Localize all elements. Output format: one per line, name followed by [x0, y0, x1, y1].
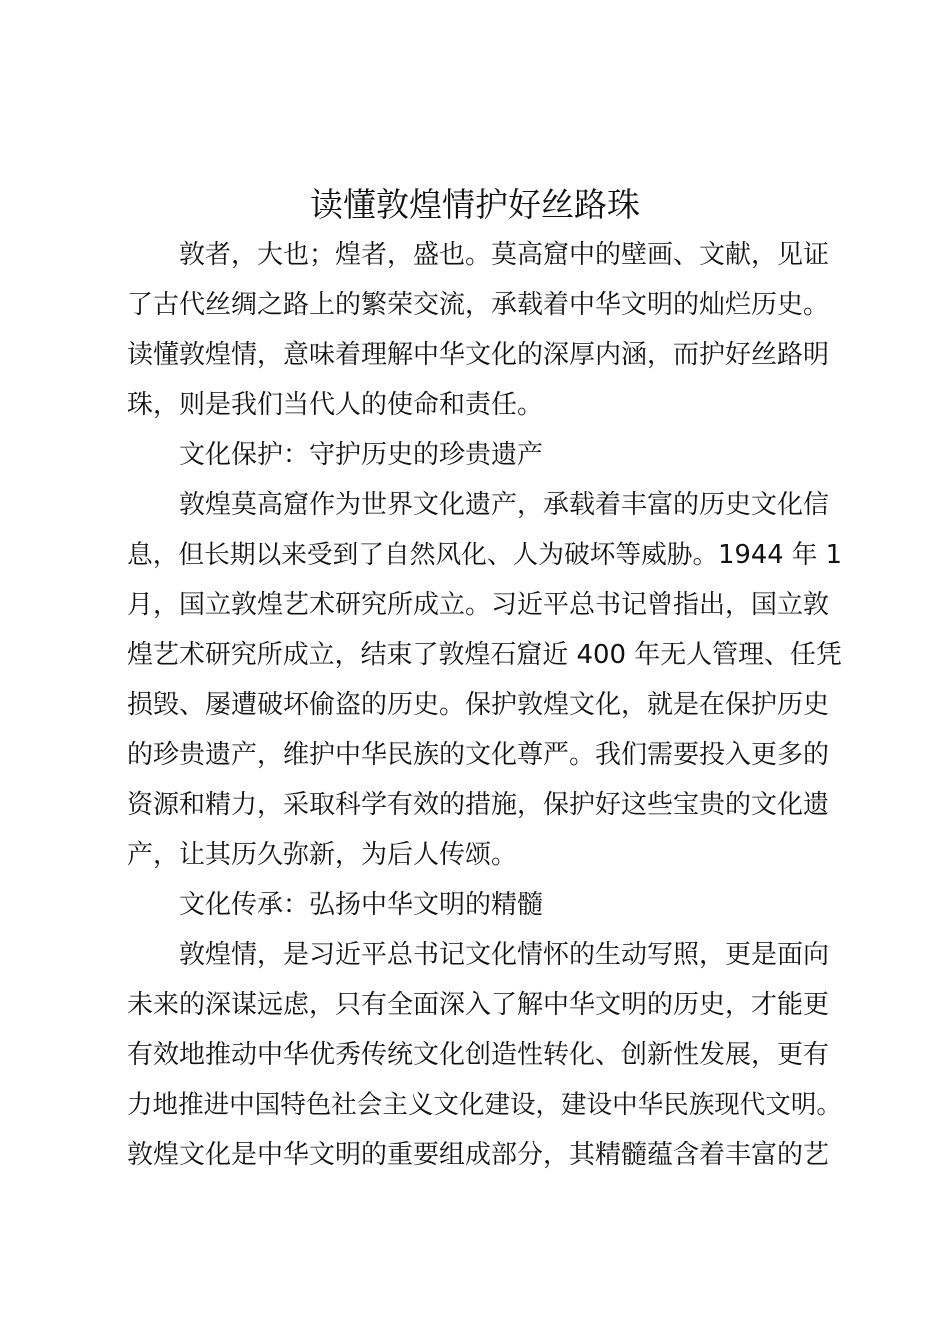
paragraph-line-intro-2: 了古代丝绸之路上的繁荣交流，承载着中华文明的灿烂历史。 — [127, 290, 830, 320]
section-heading-protection: 文化保护：守护历史的珍贵遗产 — [179, 440, 544, 470]
paragraph-line-protection-8: 产，让其历久弥新，为后人传颂。 — [127, 840, 518, 870]
paragraph-line-protection-3: 月，国立敦煌艺术研究所成立。习近平总书记曾指出，国立敦 — [127, 590, 830, 620]
document-title: 读懂敦煌情护好丝路珠 — [310, 185, 640, 224]
paragraph-line-protection-1: 敦煌莫高窟作为世界文化遗产，承载着丰富的历史文化信 — [179, 490, 830, 520]
paragraph-line-intro-3: 读懂敦煌情，意味着理解中华文化的深厚内涵，而护好丝路明 — [127, 340, 830, 370]
paragraph-line-protection-2: 息，但长期以来受到了自然风化、人为破坏等威胁。1944 年 1 — [127, 540, 842, 570]
paragraph-line-inheritance-4: 力地推进中国特色社会主义文化建设，建设中华民族现代文明。 — [127, 1090, 842, 1120]
paragraph-line-protection-6: 的珍贵遗产，维护中华民族的文化尊严。我们需要投入更多的 — [127, 740, 830, 770]
paragraph-line-protection-5: 损毁、屡遭破坏偷盗的历史。保护敦煌文化，就是在保护历史 — [127, 690, 830, 720]
paragraph-line-inheritance-2: 未来的深谋远虑，只有全面深入了解中华文明的历史，才能更 — [127, 990, 830, 1020]
paragraph-line-protection-7: 资源和精力，采取科学有效的措施，保护好这些宝贵的文化遗 — [127, 790, 830, 820]
paragraph-line-intro-1: 敦者，大也；煌者，盛也。莫高窟中的壁画、文献，见证 — [179, 240, 830, 270]
paragraph-line-protection-4: 煌艺术研究所成立，结束了敦煌石窟近 400 年无人管理、任凭 — [127, 640, 842, 670]
paragraph-line-inheritance-3: 有效地推动中华优秀传统文化创造性转化、创新性发展，更有 — [127, 1040, 830, 1070]
paragraph-line-intro-4: 珠，则是我们当代人的使命和责任。 — [127, 390, 544, 420]
paragraph-line-inheritance-1: 敦煌情，是习近平总书记文化情怀的生动写照，更是面向 — [179, 940, 830, 970]
section-heading-inheritance: 文化传承：弘扬中华文明的精髓 — [179, 890, 544, 920]
paragraph-line-inheritance-5: 敦煌文化是中华文明的重要组成部分，其精髓蕴含着丰富的艺 — [127, 1140, 830, 1170]
